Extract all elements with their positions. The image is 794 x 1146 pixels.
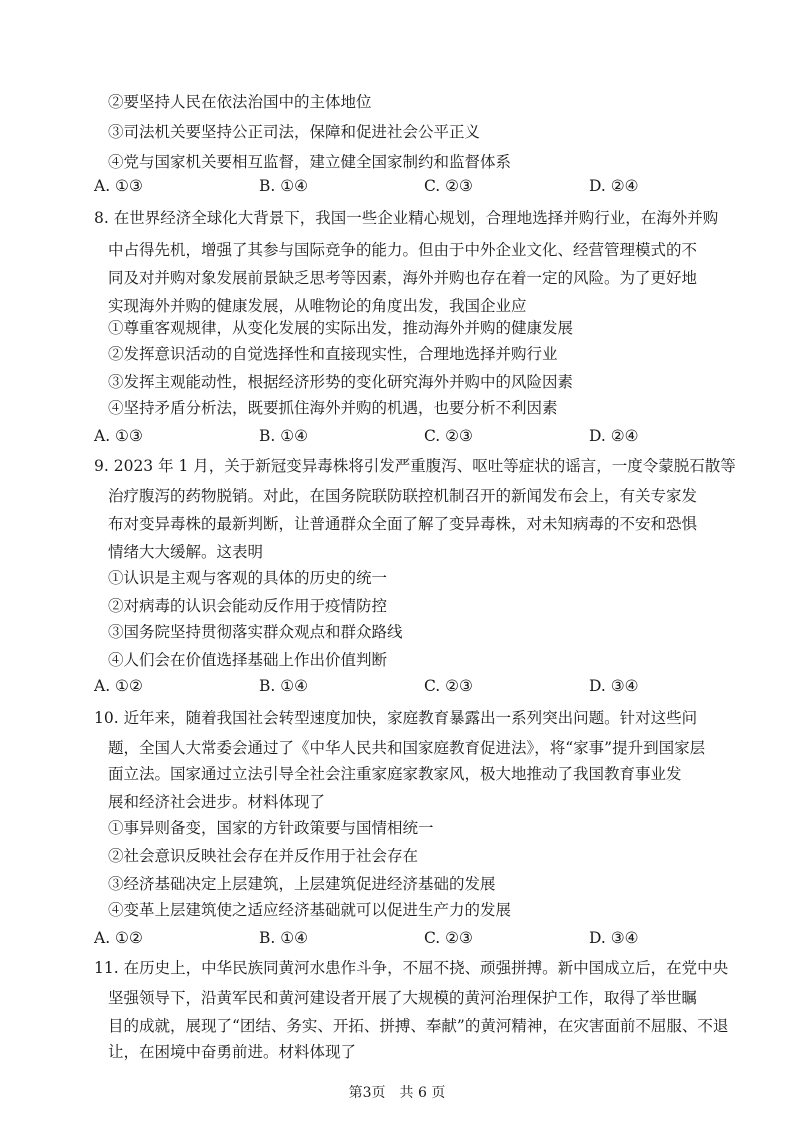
page-footer: 第3页 共 6 页 [348, 1085, 446, 1101]
option-3: ③司法机关要坚持公正司法，保障和促进社会公平正义 [108, 123, 481, 141]
question-11-text: 目的成就，展现了“团结、务实、开拓、拼搏、奉献”的黄河精神，在灾害面前不屈服、不退 [108, 1017, 729, 1035]
option-1: ①尊重客观规律，从变化发展的实际出发，推动海外并购的健康发展 [108, 319, 574, 337]
option-1: ①认识是主观与客观的具体的历史的统一 [108, 569, 388, 587]
option-2: ②社会意识反映社会存在并反作用于社会存在 [108, 847, 419, 865]
option-4: ④人们会在价值选择基础上作出价值判断 [108, 651, 388, 669]
choice-b: B. ①④ [259, 427, 309, 445]
choice-b: B. ①④ [259, 177, 309, 195]
question-8-text: 实现海外并购的健康发展，从唯物论的角度出发，我国企业应 [108, 297, 527, 315]
choice-a: A. ①③ [94, 177, 143, 195]
question-10-text: 10. 近年来，随着我国社会转型速度加快，家庭教育暴露出一系列突出问题。针对这些问 [94, 709, 698, 727]
question-10-text: 题，全国人大常委会通过了《中华人民共和国家庭教育促进法》，将“家事”提升到国家层 [108, 739, 706, 757]
choice-d: D. ②④ [589, 427, 639, 445]
option-4: ④坚持矛盾分析法，既要抓住海外并购的机遇，也要分析不利因素 [108, 399, 558, 417]
question-11-text: 11. 在历史上，中华民族同黄河水患作斗争，不屈不挠、顽强拼搏。新中国成立后，在党中央 [94, 959, 729, 977]
choice-c: C. ②③ [424, 177, 473, 195]
question-9-text: 9. 2023 年 1 月，关于新冠变异毒株将引发严重腹泻、呕吐等症状的谣言，一度令蒙脱石散等 [94, 457, 736, 475]
question-9-text: 布对变异毒株的最新判断，让普通群众全面了解了变异毒株，对未知病毒的不安和恐惧 [108, 515, 698, 533]
choice-a: A. ①③ [94, 427, 143, 445]
option-4: ④党与国家机关要相互监督，建立健全国家制约和监督体系 [108, 153, 512, 171]
choice-c: C. ②③ [424, 677, 473, 695]
question-8-text: 中占得先机，增强了其参与国际竞争的能力。但由于中外企业文化、经营管理模式的不 [108, 241, 698, 259]
question-10-text: 展和经济社会进步。材料体现了 [108, 793, 326, 811]
question-9-text: 治疗腹泻的药物脱销。对此，在国务院联防联控机制召开的新闻发布会上，有关专家发 [108, 487, 698, 505]
choice-d: D. ③④ [589, 929, 639, 947]
option-1: ①事异则备变，国家的方针政策要与国情相统一 [108, 819, 434, 837]
option-3: ③经济基础决定上层建筑，上层建筑促进经济基础的发展 [108, 875, 496, 893]
option-4: ④变革上层建筑使之适应经济基础就可以促进生产力的发展 [108, 901, 512, 919]
option-3: ③国务院坚持贯彻落实群众观点和群众路线 [108, 623, 403, 641]
question-11-text: 坚强领导下，沿黄军民和黄河建设者开展了大规模的黄河治理保护工作，取得了举世瞩 [108, 989, 698, 1007]
question-8-text: 同及对并购对象发展前景缺乏思考等因素，海外并购也存在着一定的风险。为了更好地 [108, 269, 698, 287]
option-2: ②发挥意识活动的自觉选择性和直接现实性，合理地选择并购行业 [108, 345, 558, 363]
choice-a: A. ①② [94, 677, 143, 695]
question-8-text: 8. 在世界经济全球化大背景下，我国一些企业精心规划，合理地选择并购行业，在海外并购 [94, 209, 719, 227]
question-11-text: 让，在困境中奋勇前进。材料体现了 [108, 1043, 357, 1061]
choice-d: D. ②④ [589, 177, 639, 195]
choice-d: D. ③④ [589, 677, 639, 695]
choice-b: B. ①④ [259, 929, 309, 947]
choice-c: C. ②③ [424, 929, 473, 947]
option-3: ③发挥主观能动性，根据经济形势的变化研究海外并购中的风险因素 [108, 373, 574, 391]
option-2: ②要坚持人民在依法治国中的主体地位 [108, 93, 372, 111]
choice-a: A. ①② [94, 929, 143, 947]
question-9-text: 情绪大大缓解。这表明 [108, 543, 264, 561]
choice-c: C. ②③ [424, 427, 473, 445]
question-10-text: 面立法。国家通过立法引导全社会注重家庭家教家风，极大地推动了我国教育事业发 [108, 765, 682, 783]
choice-b: B. ①④ [259, 677, 309, 695]
option-2: ②对病毒的认识会能动反作用于疫情防控 [108, 597, 388, 615]
